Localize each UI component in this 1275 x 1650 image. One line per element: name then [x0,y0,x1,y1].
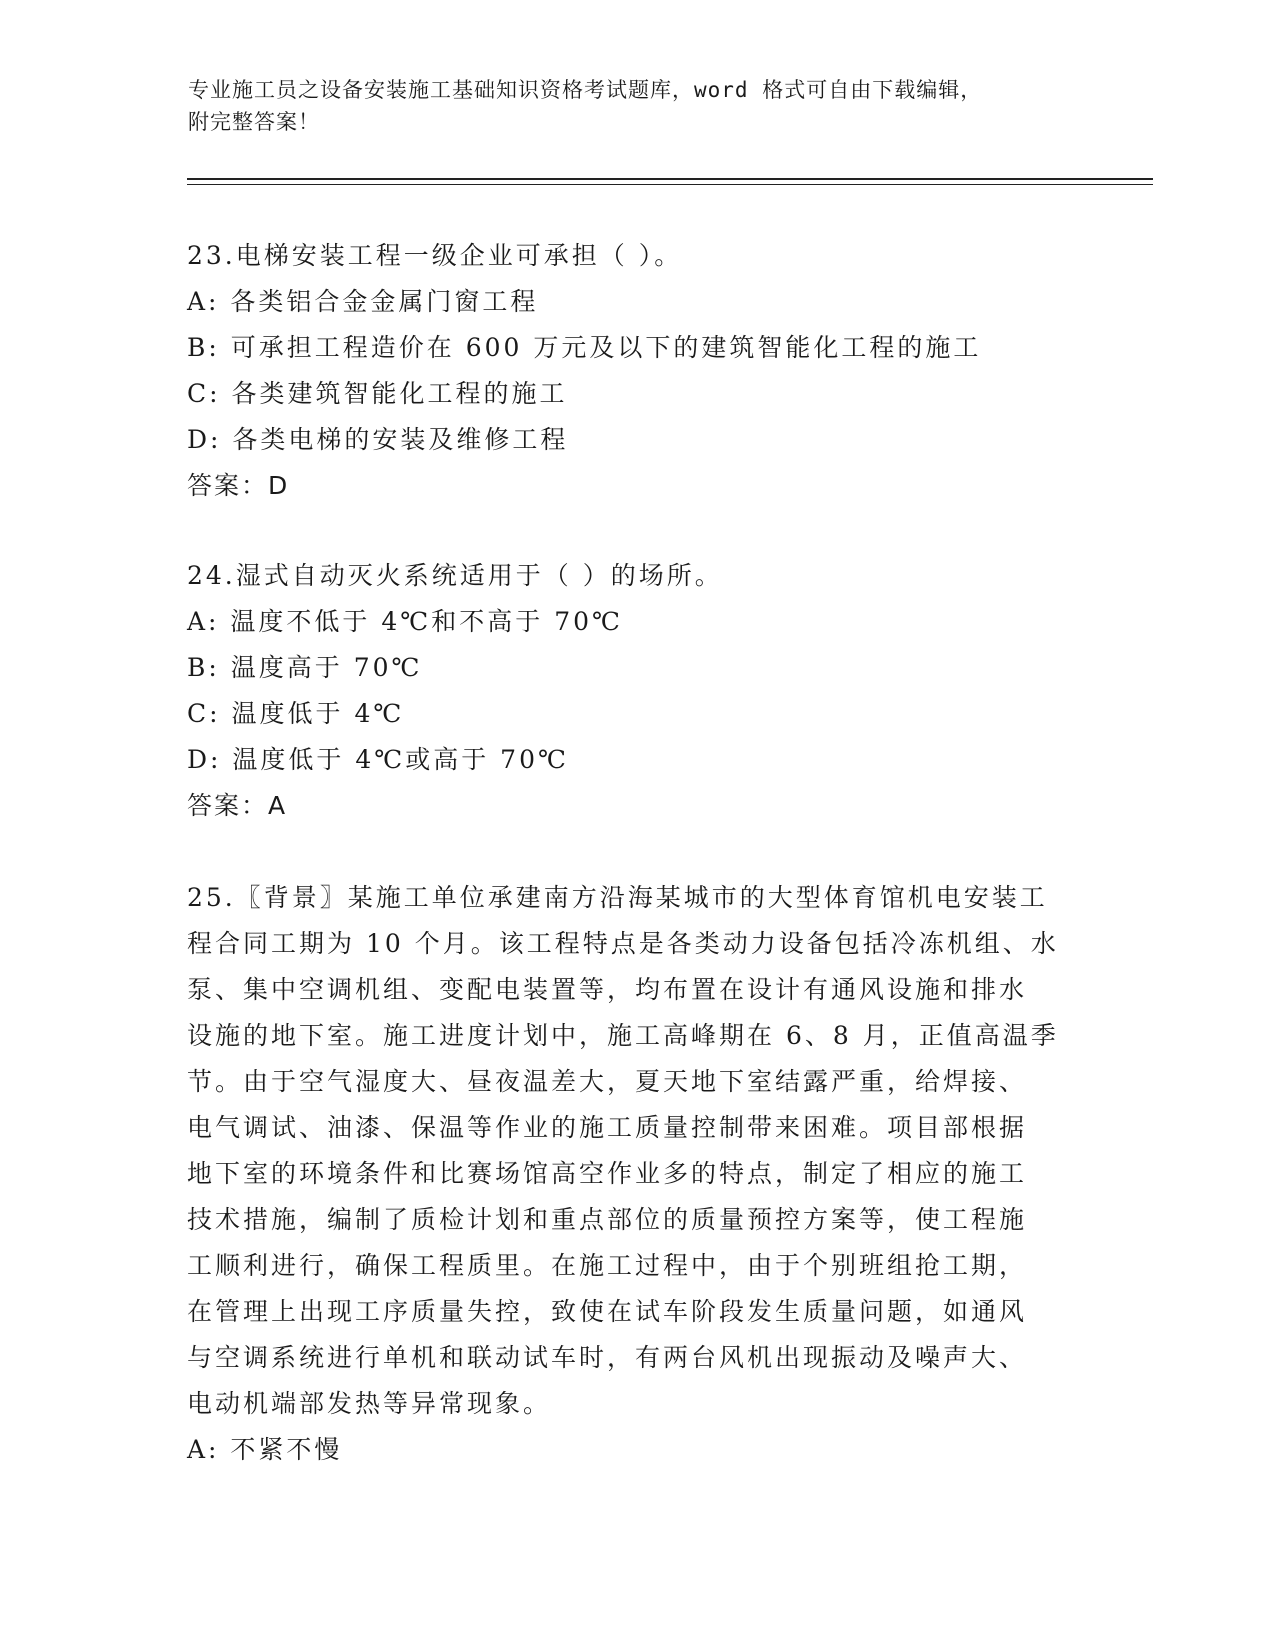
question-stem-line: 在管理上出现工序质量失控，致使在试车阶段发生质量问题，如通风 [187,1297,1028,1326]
question-stem-line: 泵、集中空调机组、变配电装置等，均布置在设计有通风设施和排水 [187,975,1028,1004]
header-line-2: 附完整答案！ [188,110,320,134]
option-c: C: 温度低于 4℃ [187,699,405,728]
question-24 [187,553,1087,829]
header-line-1: 专业施工员之设备安装施工基础知识资格考试题库，word 格式可自由下载编辑， [188,78,983,102]
question-stem-line: 地下室的环境条件和比赛场馆高空作业多的特点，制定了相应的施工 [187,1159,1028,1188]
question-stem: 24.湿式自动灭火系统适用于（ ）的场所。 [187,561,723,590]
option-c: C: 各类建筑智能化工程的施工 [187,379,568,408]
question-stem-line: 节。由于空气湿度大、昼夜温差大，夏天地下室结露严重，给焊接、 [187,1067,1028,1096]
document-header [188,74,1088,138]
question-stem-line: 电动机端部发热等异常现象。 [187,1389,552,1418]
question-stem: 23.电梯安装工程一级企业可承担（ ）。 [187,241,683,270]
option-a: A: 不紧不慢 [187,1435,343,1464]
option-d: D: 各类电梯的安装及维修工程 [187,425,569,454]
question-stem-line: 技术措施，编制了质检计划和重点部位的质量预控方案等，使工程施 [187,1205,1028,1234]
option-d: D: 温度低于 4℃或高于 70℃ [187,745,569,774]
question-stem-line: 电气调试、油漆、保温等作业的施工质量控制带来困难。项目部根据 [187,1113,1028,1142]
option-a: A: 各类铝合金金属门窗工程 [187,287,539,316]
answer-line: 答案：A [187,791,288,820]
question-stem-line: 与空调系统进行单机和联动试车时，有两台风机出现振动及噪声大、 [187,1343,1028,1372]
option-b: B: 可承担工程造价在 600 万元及以下的建筑智能化工程的施工 [187,333,982,362]
question-23 [187,233,1087,509]
answer-line: 答案：D [187,471,290,500]
option-a: A: 温度不低于 4℃和不高于 70℃ [187,607,623,636]
header-divider-thick [187,178,1153,180]
question-stem-line: 设施的地下室。施工进度计划中，施工高峰期在 6、8 月，正值高温季 [187,1021,1059,1050]
question-25 [187,875,1087,1473]
question-stem-line: 程合同工期为 10 个月。该工程特点是各类动力设备包括冷冻机组、水 [187,929,1059,958]
header-divider-thin [187,184,1153,185]
question-stem-line: 25.〖背景〗某施工单位承建南方沿海某城市的大型体育馆机电安装工 [187,883,1048,912]
option-b: B: 温度高于 70℃ [187,653,423,682]
question-stem-line: 工顺利进行，确保工程质里。在施工过程中，由于个别班组抢工期， [187,1251,1028,1280]
